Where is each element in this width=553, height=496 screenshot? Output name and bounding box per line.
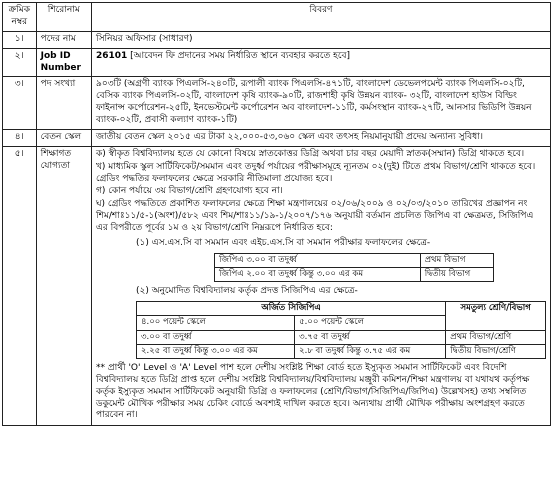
row-serial: ১।: [3, 31, 37, 48]
job-id-value: 26101: [96, 50, 128, 61]
qualification-item: ঘ) গ্রেডিং পদ্ধতিতে প্রকাশিত ফলাফলের ক্ষেত্রে শিক্ষা মন্ত্রণালয়ের ০২/০৬/২০০৯ ও ০২/০৩/২০১০ তারিখের প্রজ্ঞাপন নং শিম/শাঃ১১/৫-১(অংশ)/৫৮২ এবং শিম/শাঃ১১/১৯-১/২০০৭/১৭৬ অনুযায়ী বর্তমান প্রচলিত জিপিএ বা ক্ষেত্রমত, সিজিপিএ এর বিপরীতে পূর্বের ১ম ও ২য় বিভাগ/শ্রেণি নিম্নরূপে নির্ধারিত হবে:: [96, 199, 534, 233]
table-row: [3, 77, 551, 130]
gpa-table: [214, 253, 494, 282]
row-title: পদ সংখ্যা: [36, 77, 91, 130]
cgpa-row: [137, 330, 546, 344]
equiv-header: সমতুল্য শ্রেণি/বিভাগ: [446, 302, 546, 330]
cgpa-header-row: [137, 302, 546, 316]
header-title: শিরোনাম: [36, 3, 91, 32]
row-serial: ২।: [3, 48, 37, 77]
row-serial: ৩।: [3, 77, 37, 130]
cgpa-equiv: দ্বিতীয় বিভাগ/শ্রেণি: [446, 344, 546, 358]
job-details-table: [2, 2, 551, 426]
cgpa-scale-5: ৩.৭৫ বা তদুর্ধ্ব: [295, 330, 446, 344]
row-serial: ৫।: [3, 146, 37, 426]
cgpa-scale-5: ২.৮ বা তদুর্ধ্ব কিন্তু ৩.৭৫ এর কম: [295, 344, 446, 358]
row-title: Job ID Number: [36, 48, 91, 77]
table-row: [3, 31, 551, 48]
gpa-subheading: (১) এস.এস.সি বা সমমান এবং এইচ.এস.সি বা সমমান পরীক্ষার ফলাফলের ক্ষেত্রে-: [136, 237, 431, 248]
row-description: সিনিয়র অফিসার (সাধারণ): [92, 31, 551, 48]
table-header-row: [3, 3, 551, 32]
cgpa-equiv: প্রথম বিভাগ/শ্রেণি: [446, 330, 546, 344]
cgpa-subheading: (২) অনুমোদিত বিশ্ববিদ্যালয় কর্তৃক প্রদত্ত সিজিপিএ এর ক্ষেত্রে-: [136, 286, 358, 297]
cgpa-scale-4: ২.২৫ বা তদুর্ধ্ব কিন্তু ৩.০০ এর কম: [137, 344, 295, 358]
qualification-item: গ) কোন পর্যায়ে ৩য় বিভাগ/শ্রেণি গ্রহণযোগ্য হবে না।: [96, 186, 283, 197]
qualification-item: ক) স্বীকৃত বিশ্ববিদ্যালয় হতে যে কোনো বিষয়ে স্নাতকোত্তর ডিগ্রি অথবা চার বছর মেয়াদী স্নাতক(সম্মান) ডিগ্রি থাকতে হবে।: [96, 148, 525, 159]
row-description: জাতীয় বেতন স্কেল ২০১৫ এর টাকা ২২,০০০-৫৩,০৬০ স্কেল এবং তৎসহ নিয়মানুযায়ী প্রদেয় অন্যান্য সুবিধা।: [92, 129, 551, 146]
foreign-degree-note: ** প্রার্থী 'O' Level ও 'A' Level পাশ হলে দেশীয় সংশ্লিষ্ট শিক্ষা বোর্ড হতে ইস্যুকৃত সমমান সার্টিফিকেট এবং বিদেশি বিশ্ববিদ্যালয় হতে ডিগ্রি প্রাপ্ত হলে দেশীয় সংশ্লিষ্ট বিশ্ববিদ্যালয়/বিশ্ববিদ্যালয় মঞ্জুরী কমিশন/শিক্ষা মন্ত্রণালয় বা যথাযথ কর্তৃপক্ষ কর্তৃক ইস্যুকৃত সমমান সার্টিফিকেট অনুযায়ী ডিগ্রি ও ফলাফলের (শ্রেণি/বিভাগ/সিজিপিএ/জিপিএ) উল্লেখসহ) তথ্য সম্বলিত ডকুমেন্ট মৌখিক পরীক্ষার সময় চেকিং বোর্ডে অবশ্যই দাখিল করতে হবে। অন্যথায় প্রার্থী মৌখিক পরীক্ষায় অংশগ্রহণ করতে পারবেন না।: [96, 362, 530, 421]
scale-5-header: ৫.০০ পয়েন্ট স্কেলে: [295, 316, 446, 330]
table-row: [3, 48, 551, 77]
gpa-row: [215, 267, 494, 281]
gpa-grade: জিপিএ ৩.০০ বা তদুর্ধ্ব: [215, 253, 421, 267]
scale-4-header: ৪.০০ পয়েন্ট স্কেলে: [137, 316, 295, 330]
row-serial: ৪।: [3, 129, 37, 146]
table-row: [3, 129, 551, 146]
cgpa-row: [137, 344, 546, 358]
row-title: বেতন স্কেল: [36, 129, 91, 146]
cgpa-table: [136, 301, 546, 359]
header-description: বিবরণ: [92, 3, 551, 32]
row-description: ৯০৩টি (অগ্রণী ব্যাংক পিএলসি-২৪০টি, রূপালী ব্যাংক পিএলসি-৪৭১টি, বাংলাদেশ ডেভেলপমেন্ট ব্যাংক পিএলসি-০২টি, বেসিক ব্যাংক পিএলসি-০২টি, বাংলাদেশ কৃষি ব্যাংক-৯০টি, রাজশাহী কৃষি উন্নয়ন ব্যাংক- ৩২টি, বাংলাদেশ হাউস বিল্ডিং ফাইনান্স কর্পোরেশন-২৫টি, ইনভেস্টমেন্ট কর্পোরেশন অব বাংলাদেশ-১১টি, কর্মসংস্থান ব্যাংক-২৭টি, আনসার ভিডিপি উন্নয়ন ব্যাংক-০২টি, প্রবাসী কল্যাণ ব্যাংক-১টি): [92, 77, 551, 130]
qualification-description: [92, 146, 551, 426]
row-title: শিক্ষাগত যোগ্যতা: [36, 146, 91, 426]
gpa-division: প্রথম বিভাগ: [420, 253, 493, 267]
header-serial: ক্রমিক নম্বর: [3, 3, 37, 32]
cgpa-header: অর্জিত সিজিপিএ: [137, 302, 446, 316]
table-row-qualification: [3, 146, 551, 426]
job-id-note: [আবেদন ফি প্রদানের সময় নির্ধারিত স্থানে ব্যবহার করতে হবে]: [127, 50, 351, 61]
gpa-grade: জিপিএ ২.০০ বা তদুর্ধ্ব কিন্তু ৩.০০ এর কম: [215, 267, 421, 281]
cgpa-scale-4: ৩.০০ বা তদুর্ধ্ব: [137, 330, 295, 344]
qualification-item: খ) মাধ্যমিক স্কুল সার্টিফিকেট/সমমান এবং তদুর্ধ্ব পর্যায়ের পরীক্ষাসমূহে ন্যূনতম ০২(দুই) টিতে প্রথম বিভাগ/শ্রেণি থাকতে হবে। গ্রেডিং পদ্ধতির ফলাফলের ক্ষেত্রে সরকারি নীতিমালা প্রযোজ্য হবে।: [96, 161, 536, 184]
gpa-row: [215, 253, 494, 267]
row-description: [92, 48, 551, 77]
row-title: পদের নাম: [36, 31, 91, 48]
gpa-division: দ্বিতীয় বিভাগ: [420, 267, 493, 281]
